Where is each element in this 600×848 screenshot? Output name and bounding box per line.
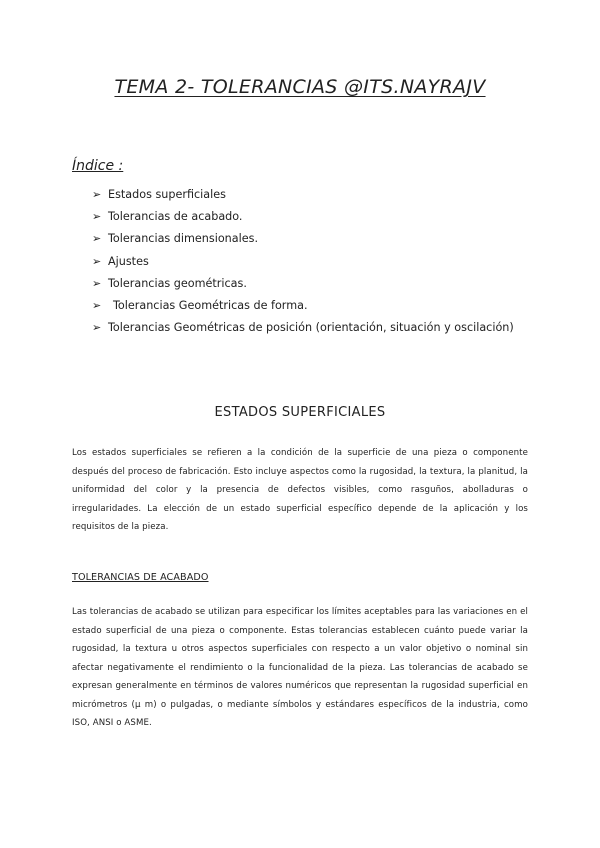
index-item [92, 228, 514, 250]
index-item-label: Estados superficiales [108, 188, 226, 201]
index-item-label: Tolerancias Geométricas de forma. [113, 298, 308, 312]
section-title: ESTADOS SUPERFICIALES [214, 405, 386, 420]
arrow-bullet-icon: ➢ [92, 321, 102, 335]
index-item-label: Tolerancias dimensionales. [108, 232, 258, 246]
section-paragraph: Los estados superficiales se refieren a la condición de la superficie de una pieza o componente después del proceso de fabricación. Esto incluye aspectos como la rugosidad, la textura, la planitud, la uniformidad del color y la presencia de defectos visibles, como rasguños, abolladuras o irregularidades. La elección de un estado superficial específico depende de la aplicación y los requisitos de la pieza. [72, 448, 528, 532]
index-list [92, 184, 514, 339]
index-item-label: Tolerancias de acabado. [108, 210, 243, 224]
index-item [92, 206, 514, 228]
arrow-bullet-icon: ➢ [92, 276, 102, 290]
index-item-label: Tolerancias geométricas. [108, 276, 247, 290]
index-item [92, 184, 514, 206]
index-item [92, 273, 514, 295]
index-item-label: Ajustes [108, 254, 149, 268]
index-item [92, 295, 514, 317]
subsection-paragraph: Las tolerancias de acabado se utilizan para especificar los límites aceptables para las variaciones en el estado superficial de una pieza o componente. Estas tolerancias establecen cuánto puede variar la rugosidad, la textura u otros aspectos superficiales con respecto a un valor objetivo o nominal sin afectar negativamente el rendimiento o la funcionalidad de la pieza. Las tolerancias de acabado se expresan generalmente en términos de valores numéricos que representan la rugosidad superficial en micrómetros (µ m) o pulgadas, o mediante símbolos y estándares específicos de la industria, como ISO, ANSI o ASME. [72, 607, 528, 728]
arrow-bullet-icon: ➢ [92, 188, 102, 201]
arrow-bullet-icon: ➢ [92, 298, 102, 312]
arrow-bullet-icon: ➢ [92, 210, 102, 224]
subsection-heading: TOLERANCIAS DE ACABADO [72, 572, 209, 583]
page-title: TEMA 2- TOLERANCIAS @ITS.NAYRAJV [114, 76, 486, 98]
index-heading: Índice : [72, 158, 124, 174]
index-item-label: Tolerancias Geométricas de posición (orientación, situación y oscilación) [108, 321, 514, 335]
arrow-bullet-icon: ➢ [92, 232, 102, 246]
index-item [92, 317, 514, 339]
arrow-bullet-icon: ➢ [92, 254, 102, 268]
index-item [92, 251, 514, 273]
